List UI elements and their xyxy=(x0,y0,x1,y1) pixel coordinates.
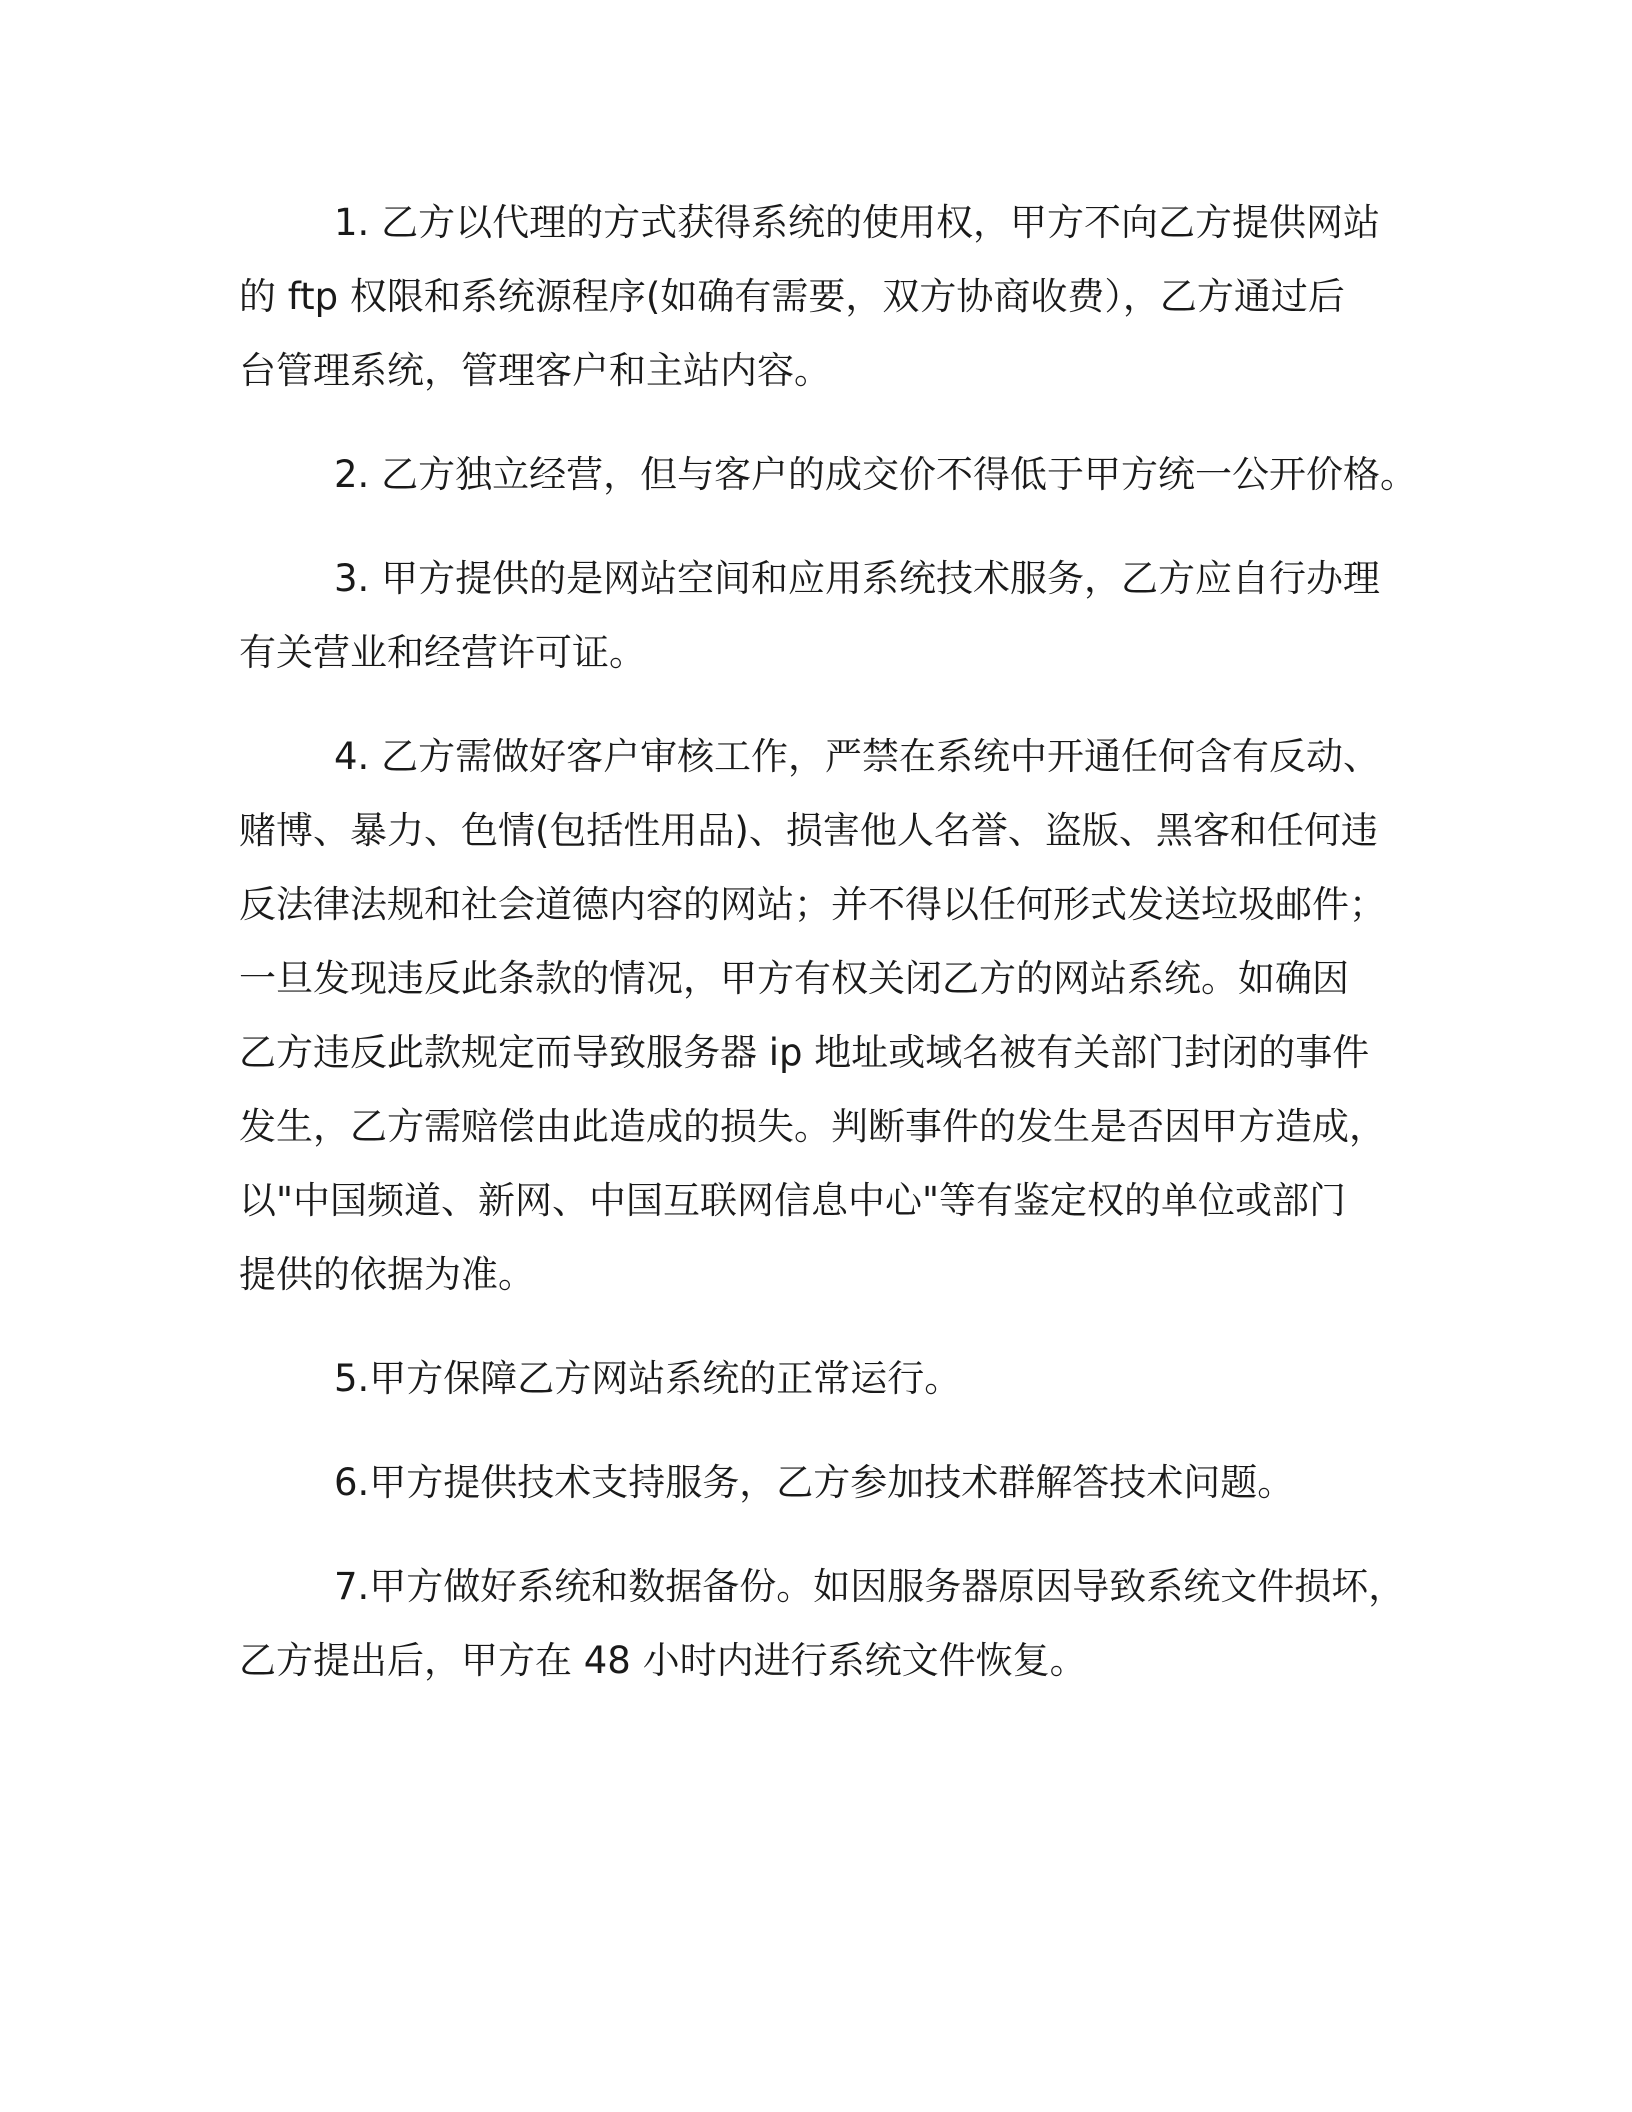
clause-line: 2. 乙方独立经营，但与客户的成交价不得低于甲方统一公开价格。 xyxy=(334,453,1418,496)
document-body xyxy=(239,186,1418,1728)
clause-line: 乙方提出后，甲方在 48 小时内进行系统文件恢复。 xyxy=(239,1639,1087,1682)
clause-line: 发生，乙方需赔偿由此造成的损失。判断事件的发生是否因甲方造成， xyxy=(239,1105,1386,1148)
clause-line: 3. 甲方提供的是网站空间和应用系统技术服务，乙方应自行办理 xyxy=(334,557,1381,600)
clause-line: 6.甲方提供技术支持服务，乙方参加技术群解答技术问题。 xyxy=(334,1461,1295,1504)
clause-line: 1. 乙方以代理的方式获得系统的使用权，甲方不向乙方提供网站 xyxy=(334,201,1381,244)
clause-2 xyxy=(239,438,1418,512)
clause-line: 一旦发现违反此条款的情况，甲方有权关闭乙方的网站系统。如确因 xyxy=(239,957,1349,1000)
clause-1 xyxy=(239,186,1399,408)
clause-line: 7.甲方做好系统和数据备份。如因服务器原因导致系统文件损坏， xyxy=(334,1565,1406,1608)
clause-line: 的 ftp 权限和系统源程序(如确有需要，双方协商收费），乙方通过后 xyxy=(239,275,1345,318)
clause-line: 赌博、暴力、色情(包括性用品)、损害他人名誉、盗版、黑客和任何违 xyxy=(239,809,1378,852)
clause-line: 5.甲方保障乙方网站系统的正常运行。 xyxy=(334,1357,962,1400)
clause-line: 台管理系统，管理客户和主站内容。 xyxy=(239,349,831,392)
clause-line: 有关营业和经营许可证。 xyxy=(239,631,646,674)
clause-line: 乙方违反此款规定而导致服务器 ip 地址或域名被有关部门封闭的事件 xyxy=(239,1031,1370,1074)
clause-line: 反法律法规和社会道德内容的网站；并不得以任何形式发送垃圾邮件； xyxy=(239,883,1386,926)
clause-line: 提供的依据为准。 xyxy=(239,1253,535,1296)
clause-7 xyxy=(239,1550,1406,1698)
clause-line: 4. 乙方需做好客户审核工作，严禁在系统中开通任何含有反动、 xyxy=(334,735,1381,778)
clause-6 xyxy=(239,1446,1399,1520)
clause-3 xyxy=(239,542,1399,690)
clause-5 xyxy=(239,1342,1399,1416)
clause-line: 以"中国频道、新网、中国互联网信息中心"等有鉴定权的单位或部门 xyxy=(239,1179,1347,1222)
clause-4 xyxy=(239,720,1399,1312)
